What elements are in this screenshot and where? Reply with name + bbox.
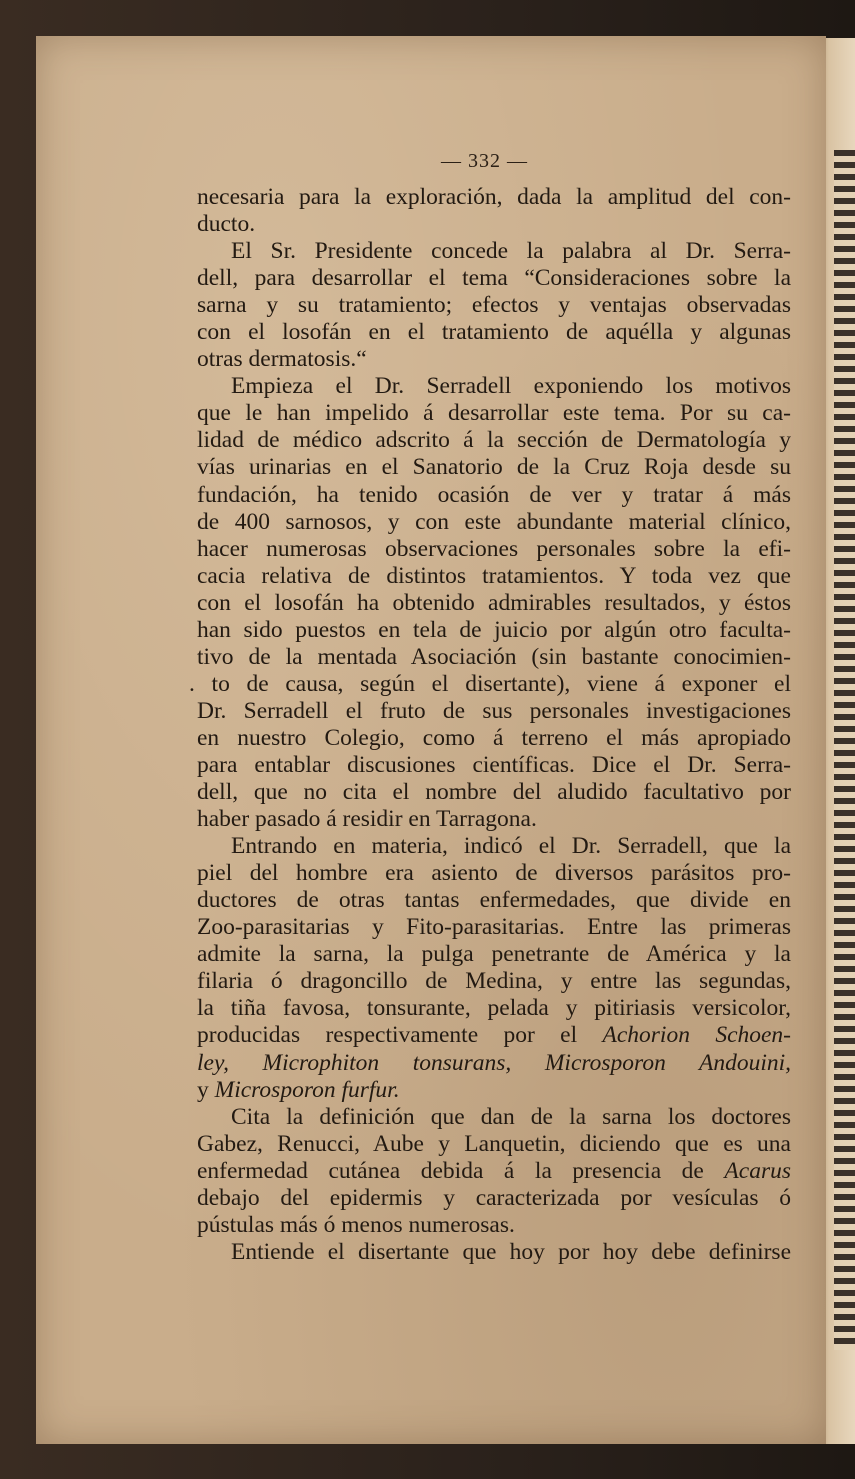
text-line: Zoo-parasitarias y Fito-parasitarias. Entre las primeras xyxy=(197,914,791,941)
text-line: han sido puestos en tela de juicio por algún otro faculta- xyxy=(197,616,791,643)
text-line: sarna y su tratamiento; efectos y ventajas observadas xyxy=(197,292,791,319)
text-line: Cita la definición que dan de la sarna los doctores xyxy=(231,1103,791,1130)
text-line xyxy=(197,1022,791,1049)
text-line: hacer numerosas observaciones personales sobre la efi- xyxy=(197,535,791,562)
binding-pattern xyxy=(834,150,855,1350)
text-line: ductores de otras tantas enfermedades, que divide en xyxy=(197,887,791,914)
text-line: lidad de médico adscrito á la sección de Dermatología y xyxy=(197,427,791,454)
body-text xyxy=(189,184,791,1266)
text-line: tivo de la mentada Asociación (sin bastante conocimien- xyxy=(197,643,791,670)
text-line: filaria ó dragoncillo de Medina, y entre las segundas, xyxy=(197,968,791,995)
text-line: admite la sarna, la pulga penetrante de América y la xyxy=(197,941,791,968)
text-line xyxy=(197,1077,791,1104)
italic-species-name: ley, Microphiton tonsurans, Microsporon Andouini, xyxy=(197,1049,791,1076)
text-line: Entrando en materia, indicó el Dr. Serradell, que la xyxy=(231,833,791,860)
text-line: con el losofán en el tratamiento de aquélla y algunas xyxy=(197,319,791,346)
text-line: de 400 sarnosos, y con este abundante material clínico, xyxy=(197,508,791,535)
text-line: dell, para desarrollar el tema “Consideraciones sobre la xyxy=(197,265,791,292)
text-line: con el losofán ha obtenido admirables resultados, y éstos xyxy=(197,589,791,616)
text-line: Dr. Serradell el fruto de sus personales investigaciones xyxy=(197,697,791,724)
text-line: fundación, ha tenido ocasión de ver y tratar á más xyxy=(197,481,791,508)
text-line: Entiende el disertante que hoy por hoy debe definirse xyxy=(231,1238,791,1265)
italic-species-name: Achorion Schoen- xyxy=(602,1022,791,1049)
text-line: El Sr. Presidente concede la palabra al Dr. Serra- xyxy=(231,238,791,265)
text-line: dell, que no cita el nombre del aludido facultativo por xyxy=(197,779,791,806)
text-line: que le han impelido á desarrollar este tema. Por su ca- xyxy=(197,400,791,427)
text-line: en nuestro Colegio, como á terreno el más apropiado xyxy=(197,724,791,751)
text-line: ducto. xyxy=(197,211,256,238)
text-line: pústulas más ó menos numerosas. xyxy=(197,1211,515,1238)
text-line: vías urinarias en el Sanatorio de la Cruz Roja desde su xyxy=(197,454,791,481)
text-line: cacia relativa de distintos tratamientos. Y toda vez que xyxy=(197,562,791,589)
text-run: y xyxy=(197,1076,209,1103)
text-line: piel del hombre era asiento de diversos parásitos pro- xyxy=(197,860,791,887)
text-line xyxy=(197,1050,791,1077)
text-line: para entablar discusiones científicas. Dice el Dr. Serra- xyxy=(197,751,791,778)
italic-species-name: Microsporon furfur. xyxy=(214,1076,400,1103)
text-run: enfermedad cutánea debida á la presencia de xyxy=(197,1157,704,1184)
text-line: la tiña favosa, tonsurante, pelada y pitiriasis versicolor, xyxy=(197,995,791,1022)
text-line: otras dermatosis.“ xyxy=(197,346,367,373)
text-line: debajo del epidermis y caracterizada por vesículas ó xyxy=(197,1184,791,1211)
text-line: Gabez, Renucci, Aube y Lanquetin, diciendo que es una xyxy=(197,1130,791,1157)
italic-species-name: Acarus xyxy=(724,1157,791,1184)
text-run: producidas respectivamente por el xyxy=(197,1022,578,1049)
text-line: . to de causa, según el disertante), viene á exponer el xyxy=(189,670,791,697)
page-number: — 332 — xyxy=(441,150,528,172)
text-line: haber pasado á residir en Tarragona. xyxy=(197,806,537,833)
text-line xyxy=(197,1158,791,1185)
text-line: necesaria para la exploración, dada la amplitud del con- xyxy=(197,184,791,210)
text-line: Empieza el Dr. Serradell exponiendo los motivos xyxy=(231,373,791,400)
